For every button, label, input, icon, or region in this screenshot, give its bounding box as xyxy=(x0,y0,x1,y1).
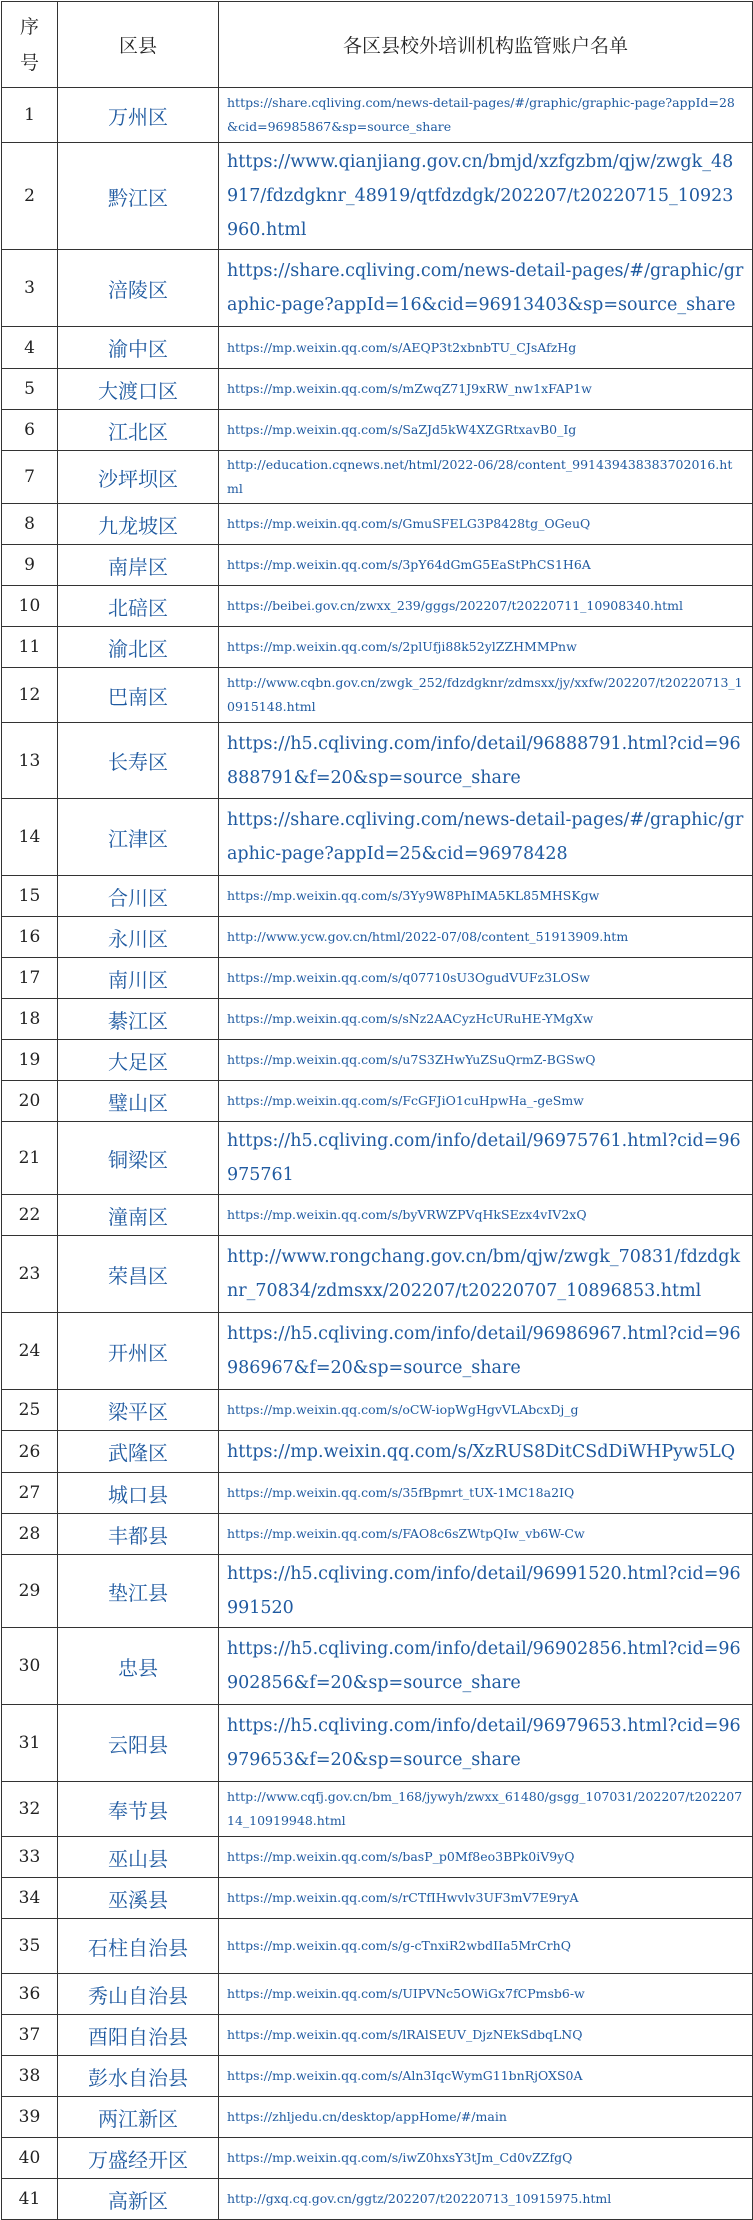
account-url-cell xyxy=(219,1628,753,1705)
table-row xyxy=(2,1555,753,1628)
account-url-link[interactable]: https://mp.weixin.qq.com/s/XzRUS8DitCSdDiWHPyw5LQ xyxy=(227,1441,736,1462)
table-row xyxy=(2,143,753,250)
account-url-cell xyxy=(219,723,753,799)
account-url-link[interactable]: https://mp.weixin.qq.com/s/g-cTnxiR2wbdIIa5MrCrhQ xyxy=(227,1938,571,1953)
account-url-link[interactable]: https://mp.weixin.qq.com/s/UIPVNc5OWiGx7fCPmsb6-w xyxy=(227,1986,585,2001)
district-name: 沙坪坝区 xyxy=(58,451,219,504)
row-number: 28 xyxy=(2,1514,58,1555)
table-header-row xyxy=(2,2,753,88)
row-number: 15 xyxy=(2,876,58,917)
account-url-link[interactable]: https://mp.weixin.qq.com/s/u7S3ZHwYuZSuQrmZ-BGSwQ xyxy=(227,1052,596,1067)
table-row xyxy=(2,1919,753,1974)
account-url-cell xyxy=(219,1514,753,1555)
account-url-cell xyxy=(219,999,753,1040)
district-name: 南川区 xyxy=(58,958,219,999)
account-url-link[interactable]: https://mp.weixin.qq.com/s/2plUfji88k52ylZZHMMPnw xyxy=(227,639,577,654)
district-name: 大足区 xyxy=(58,1040,219,1081)
row-number: 38 xyxy=(2,2056,58,2097)
account-url-cell xyxy=(219,1081,753,1122)
row-number: 27 xyxy=(2,1473,58,1514)
row-number: 3 xyxy=(2,250,58,327)
row-number: 32 xyxy=(2,1782,58,1837)
row-number: 7 xyxy=(2,451,58,504)
account-url-link[interactable]: https://h5.cqliving.com/info/detail/96902856.html?cid=96902856&f=20&sp=source_share xyxy=(227,1639,741,1693)
district-name: 璧山区 xyxy=(58,1081,219,1122)
account-url-cell xyxy=(219,2056,753,2097)
account-url-link[interactable]: https://h5.cqliving.com/info/detail/96986967.html?cid=96986967&f=20&sp=source_share xyxy=(227,1324,741,1378)
table-row xyxy=(2,88,753,143)
account-url-link[interactable]: https://mp.weixin.qq.com/s/FAO8c6sZWtpQIw_vb6W-Cw xyxy=(227,1526,585,1541)
row-number: 34 xyxy=(2,1878,58,1919)
account-url-link[interactable]: https://mp.weixin.qq.com/s/rCTfIHwvlv3UF3mV7E9ryA xyxy=(227,1890,579,1905)
table-row xyxy=(2,958,753,999)
table-row xyxy=(2,1705,753,1782)
row-number: 5 xyxy=(2,369,58,410)
account-url-cell xyxy=(219,327,753,369)
account-url-cell xyxy=(219,545,753,586)
account-url-cell xyxy=(219,250,753,327)
column-header-accounts: 各区县校外培训机构监管账户名单 xyxy=(219,2,753,88)
account-url-link[interactable]: https://mp.weixin.qq.com/s/q07710sU3OgudVUFz3LOSw xyxy=(227,970,590,985)
account-url-cell xyxy=(219,451,753,504)
row-number: 11 xyxy=(2,627,58,668)
row-number: 35 xyxy=(2,1919,58,1974)
district-name: 巫山县 xyxy=(58,1837,219,1878)
row-number: 16 xyxy=(2,917,58,958)
account-url-cell xyxy=(219,799,753,876)
table-row xyxy=(2,1390,753,1431)
district-name: 永川区 xyxy=(58,917,219,958)
account-url-link[interactable]: https://share.cqliving.com/news-detail-pages/#/graphic/graphic-page?appId=28&cid=96985867&sp=source_share xyxy=(227,95,735,134)
table-row xyxy=(2,1122,753,1195)
district-name: 渝北区 xyxy=(58,627,219,668)
account-url-link[interactable]: https://h5.cqliving.com/info/detail/96979653.html?cid=96979653&f=20&sp=source_share xyxy=(227,1716,741,1770)
account-url-link[interactable]: https://zhljedu.cn/desktop/appHome/#/main xyxy=(227,2109,507,2124)
table-row xyxy=(2,1473,753,1514)
row-number: 2 xyxy=(2,143,58,250)
row-number: 36 xyxy=(2,1974,58,2015)
district-name: 涪陵区 xyxy=(58,250,219,327)
account-url-link[interactable]: https://h5.cqliving.com/info/detail/96991520.html?cid=96991520 xyxy=(227,1564,741,1618)
account-url-link[interactable]: https://mp.weixin.qq.com/s/sNz2AACyzHcURuHE-YMgXw xyxy=(227,1011,594,1026)
district-name: 垫江县 xyxy=(58,1555,219,1628)
row-number: 22 xyxy=(2,1195,58,1236)
account-url-cell xyxy=(219,2179,753,2220)
district-name: 武隆区 xyxy=(58,1431,219,1473)
district-name: 巴南区 xyxy=(58,668,219,723)
row-number: 37 xyxy=(2,2015,58,2056)
row-number: 4 xyxy=(2,327,58,369)
account-url-cell xyxy=(219,1878,753,1919)
district-name: 巫溪县 xyxy=(58,1878,219,1919)
row-number: 23 xyxy=(2,1236,58,1313)
row-number: 41 xyxy=(2,2179,58,2220)
account-url-cell xyxy=(219,2015,753,2056)
account-url-cell xyxy=(219,1473,753,1514)
account-url-link[interactable]: http://www.cqfj.gov.cn/bm_168/jywyh/zwxx_61480/gsgg_107031/202207/t20220714_10919948.html xyxy=(227,1789,743,1828)
account-url-link[interactable]: https://mp.weixin.qq.com/s/lRAlSEUV_DjzNEkSdbqLNQ xyxy=(227,2027,583,2042)
account-url-link[interactable]: https://mp.weixin.qq.com/s/35fBpmrt_tUX-1MC18a2IQ xyxy=(227,1485,575,1500)
account-url-cell xyxy=(219,1555,753,1628)
account-url-cell xyxy=(219,1390,753,1431)
account-url-link[interactable]: https://share.cqliving.com/news-detail-pages/#/graphic/graphic-page?appId=16&cid=96913403&sp=source_share xyxy=(227,261,744,315)
district-name: 酉阳自治县 xyxy=(58,2015,219,2056)
row-number: 31 xyxy=(2,1705,58,1782)
account-url-cell xyxy=(219,958,753,999)
account-url-cell xyxy=(219,627,753,668)
account-url-link[interactable]: https://mp.weixin.qq.com/s/3Yy9W8PhIMA5KL85MHSKgw xyxy=(227,888,600,903)
table-row xyxy=(2,451,753,504)
table-row xyxy=(2,627,753,668)
table-row xyxy=(2,2056,753,2097)
account-url-link[interactable]: https://share.cqliving.com/news-detail-pages/#/graphic/graphic-page?appId=25&cid=96978428 xyxy=(227,810,744,864)
table-row xyxy=(2,668,753,723)
table-row xyxy=(2,410,753,451)
row-number: 26 xyxy=(2,1431,58,1473)
table-row xyxy=(2,1040,753,1081)
account-url-link[interactable]: http://gxq.cq.gov.cn/ggtz/202207/t20220713_10915975.html xyxy=(227,2191,612,2206)
account-url-cell xyxy=(219,1919,753,1974)
account-url-link[interactable]: https://mp.weixin.qq.com/s/AEQP3t2xbnbTU_CJsAfzHg xyxy=(227,339,577,355)
account-url-link[interactable]: https://mp.weixin.qq.com/s/FcGFJiO1cuHpwHa_-geSmw xyxy=(227,1093,584,1108)
table-row xyxy=(2,876,753,917)
district-name: 渝中区 xyxy=(58,327,219,369)
account-url-link[interactable]: https://mp.weixin.qq.com/s/SaZJd5kW4XZGRtxavB0_Ig xyxy=(227,422,577,437)
account-url-link[interactable]: https://h5.cqliving.com/info/detail/96975761.html?cid=96975761 xyxy=(227,1131,741,1185)
seq-header-bottom: 号 xyxy=(19,51,39,74)
table-row xyxy=(2,327,753,369)
district-name: 长寿区 xyxy=(58,723,219,799)
district-name: 南岸区 xyxy=(58,545,219,586)
account-url-cell xyxy=(219,1782,753,1837)
table-row xyxy=(2,1313,753,1390)
account-url-link[interactable]: http://www.rongchang.gov.cn/bm/qjw/zwgk_70831/fdzdgknr_70834/zdmsxx/202207/t20220707_10896853.html xyxy=(227,1247,741,1301)
account-url-cell xyxy=(219,1837,753,1878)
account-url-cell xyxy=(219,1431,753,1473)
account-url-cell xyxy=(219,410,753,451)
table-row xyxy=(2,1236,753,1313)
account-url-cell xyxy=(219,1313,753,1390)
table-row xyxy=(2,2138,753,2179)
row-number: 18 xyxy=(2,999,58,1040)
account-url-link[interactable]: https://mp.weixin.qq.com/s/3pY64dGmG5EaStPhCS1H6A xyxy=(227,557,591,572)
account-url-cell xyxy=(219,1195,753,1236)
district-name: 彭水自治县 xyxy=(58,2056,219,2097)
row-number: 19 xyxy=(2,1040,58,1081)
district-name: 綦江区 xyxy=(58,999,219,1040)
account-url-link[interactable]: http://www.ycw.gov.cn/html/2022-07/08/content_51913909.htm xyxy=(227,929,629,944)
account-url-cell xyxy=(219,1705,753,1782)
account-url-link[interactable]: https://mp.weixin.qq.com/s/GmuSFELG3P8428tg_OGeuQ xyxy=(227,516,591,531)
district-name: 石柱自治县 xyxy=(58,1919,219,1974)
row-number: 33 xyxy=(2,1837,58,1878)
row-number: 12 xyxy=(2,668,58,723)
table-row xyxy=(2,1974,753,2015)
table-row xyxy=(2,1514,753,1555)
row-number: 21 xyxy=(2,1122,58,1195)
row-number: 14 xyxy=(2,799,58,876)
table-row xyxy=(2,1081,753,1122)
district-name: 北碚区 xyxy=(58,586,219,627)
district-name: 奉节县 xyxy=(58,1782,219,1837)
account-url-cell xyxy=(219,1040,753,1081)
account-url-cell xyxy=(219,1974,753,2015)
row-number: 1 xyxy=(2,88,58,143)
table-row xyxy=(2,1195,753,1236)
table-row xyxy=(2,1431,753,1473)
table-row xyxy=(2,1878,753,1919)
account-url-cell xyxy=(219,143,753,250)
account-url-cell xyxy=(219,1122,753,1195)
district-name: 江北区 xyxy=(58,410,219,451)
table-row xyxy=(2,369,753,410)
district-name: 荣昌区 xyxy=(58,1236,219,1313)
table-row xyxy=(2,1837,753,1878)
row-number: 20 xyxy=(2,1081,58,1122)
row-number: 39 xyxy=(2,2097,58,2138)
account-url-cell xyxy=(219,88,753,143)
district-name: 铜梁区 xyxy=(58,1122,219,1195)
district-name: 万盛经开区 xyxy=(58,2138,219,2179)
table-row xyxy=(2,2179,753,2220)
table-row xyxy=(2,250,753,327)
account-url-link[interactable]: https://mp.weixin.qq.com/s/byVRWZPVqHkSEzx4vIV2xQ xyxy=(227,1207,587,1222)
district-name: 黔江区 xyxy=(58,143,219,250)
row-number: 24 xyxy=(2,1313,58,1390)
row-number: 40 xyxy=(2,2138,58,2179)
account-url-cell xyxy=(219,668,753,723)
table-row xyxy=(2,799,753,876)
column-header-seq xyxy=(2,2,58,88)
table-row xyxy=(2,545,753,586)
table-row xyxy=(2,917,753,958)
district-name: 忠县 xyxy=(58,1628,219,1705)
row-number: 13 xyxy=(2,723,58,799)
account-url-link[interactable]: https://mp.weixin.qq.com/s/Aln3IqcWymG11bnRjOXS0A xyxy=(227,2068,583,2083)
table-row xyxy=(2,1628,753,1705)
district-name: 合川区 xyxy=(58,876,219,917)
row-number: 8 xyxy=(2,504,58,545)
account-url-cell xyxy=(219,1236,753,1313)
table-row xyxy=(2,1782,753,1837)
district-name: 高新区 xyxy=(58,2179,219,2220)
district-name: 丰都县 xyxy=(58,1514,219,1555)
account-url-cell xyxy=(219,369,753,410)
row-number: 25 xyxy=(2,1390,58,1431)
district-name: 开州区 xyxy=(58,1313,219,1390)
account-url-link[interactable]: https://h5.cqliving.com/info/detail/96888791.html?cid=96888791&f=20&sp=source_share xyxy=(227,733,741,788)
table-row xyxy=(2,723,753,799)
account-url-cell xyxy=(219,917,753,958)
account-url-link[interactable]: https://mp.weixin.qq.com/s/oCW-iopWgHgvVLAbcxDj_g xyxy=(227,1402,579,1417)
account-url-cell xyxy=(219,504,753,545)
district-name: 两江新区 xyxy=(58,2097,219,2138)
district-name: 九龙坡区 xyxy=(58,504,219,545)
column-header-district: 区县 xyxy=(58,2,219,88)
account-url-link[interactable]: https://mp.weixin.qq.com/s/iwZ0hxsY3tJm_Cd0vZZfgQ xyxy=(227,2150,573,2165)
row-number: 9 xyxy=(2,545,58,586)
account-url-link[interactable]: https://mp.weixin.qq.com/s/mZwqZ71J9xRW_nw1xFAP1w xyxy=(227,381,592,396)
district-name: 万州区 xyxy=(58,88,219,143)
row-number: 29 xyxy=(2,1555,58,1628)
table-row xyxy=(2,586,753,627)
district-name: 云阳县 xyxy=(58,1705,219,1782)
table-row xyxy=(2,504,753,545)
table-row xyxy=(2,2097,753,2138)
account-url-cell xyxy=(219,876,753,917)
district-name: 潼南区 xyxy=(58,1195,219,1236)
account-url-link[interactable]: https://www.qianjiang.gov.cn/bmjd/xzfgzbm/qjw/zwgk_48917/fdzdgknr_48919/qtfdzdgk/202207/t20220715_10923960.html xyxy=(227,152,734,240)
district-name: 江津区 xyxy=(58,799,219,876)
account-url-link[interactable]: https://beibei.gov.cn/zwxx_239/gggs/202207/t20220711_10908340.html xyxy=(227,598,683,613)
district-name: 梁平区 xyxy=(58,1390,219,1431)
seq-header-top: 序 xyxy=(19,15,39,38)
supervision-account-table xyxy=(1,1,753,2220)
row-number: 30 xyxy=(2,1628,58,1705)
account-url-link[interactable]: http://education.cqnews.net/html/2022-06/28/content_991439438383702016.html xyxy=(227,457,733,496)
account-url-link[interactable]: http://www.cqbn.gov.cn/zwgk_252/fdzdgknr/zdmsxx/jy/xxfw/202207/t20220713_10915148.html xyxy=(227,675,743,714)
district-name: 秀山自治县 xyxy=(58,1974,219,2015)
account-url-cell xyxy=(219,2138,753,2179)
row-number: 10 xyxy=(2,586,58,627)
account-url-link[interactable]: https://mp.weixin.qq.com/s/basP_p0Mf8eo3BPk0iV9yQ xyxy=(227,1849,575,1864)
row-number: 17 xyxy=(2,958,58,999)
table-row xyxy=(2,2015,753,2056)
table-row xyxy=(2,999,753,1040)
account-url-cell xyxy=(219,586,753,627)
row-number: 6 xyxy=(2,410,58,451)
district-name: 大渡口区 xyxy=(58,369,219,410)
district-name: 城口县 xyxy=(58,1473,219,1514)
account-url-cell xyxy=(219,2097,753,2138)
